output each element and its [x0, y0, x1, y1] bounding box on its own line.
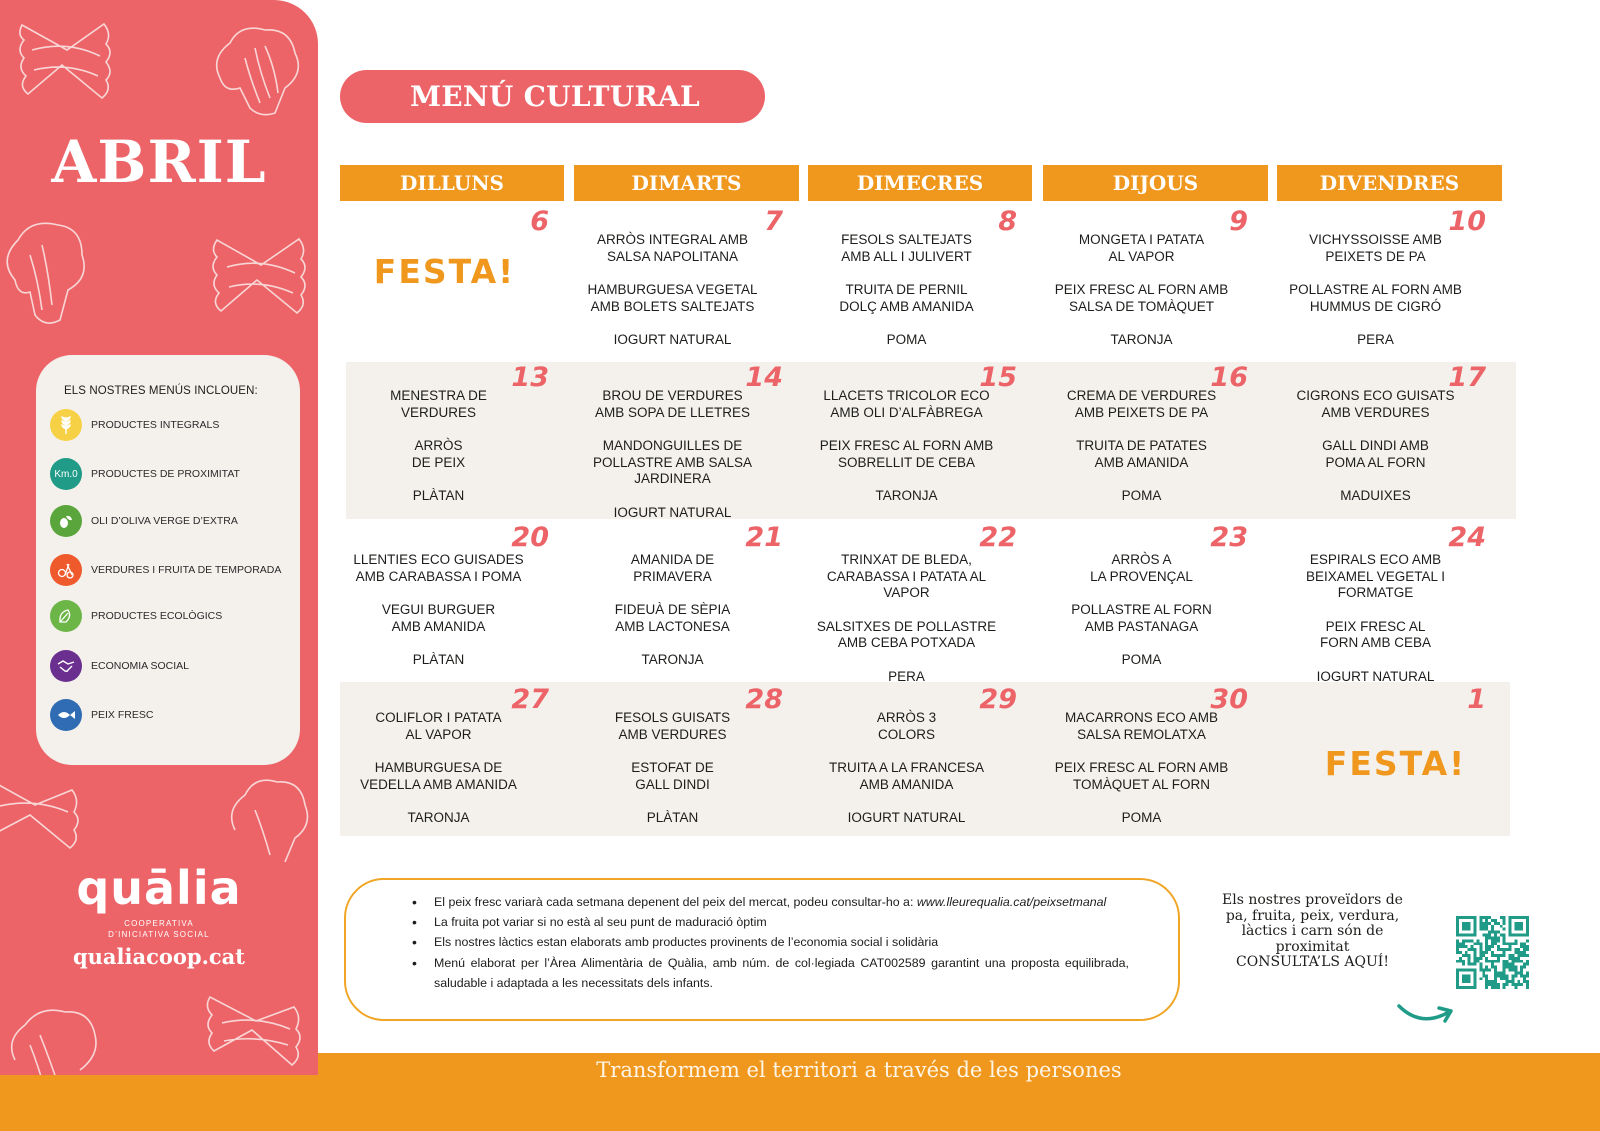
day-number: 24	[1448, 522, 1486, 553]
day-number: 22	[979, 522, 1017, 553]
first-course-item: COLIFLOR I PATATA AL VAPOR	[375, 710, 502, 742]
day-number: 29	[979, 684, 1017, 715]
dessert-item: IOGURT NATURAL	[613, 504, 732, 520]
day-cell	[808, 200, 1033, 360]
day-cell	[574, 520, 799, 680]
second-course-item: PEIX FRESC AL FORN AMB SALSA DE TOMÀQUET	[1054, 282, 1229, 314]
day-cell	[1043, 682, 1268, 842]
second-course-item: SALSITXES DE POLLASTRE AMB CEBA POTXADA	[816, 618, 997, 650]
leaf-icon	[50, 600, 82, 632]
holiday-label: FESTA!	[1324, 744, 1467, 783]
legend-label: ECONOMIA SOCIAL	[91, 660, 190, 672]
legend-label: PRODUCTES ECOLÒGICS	[91, 610, 223, 622]
legend-item-integrals	[50, 408, 219, 442]
day-number: 14	[745, 362, 783, 393]
website-link[interactable]: qualiacoop.cat	[72, 944, 245, 969]
second-course-item: TRUITA DE PATATES AMB AMANIDA	[1076, 438, 1207, 470]
second-course-item: GALL DINDI AMB POMA AL FORN	[1322, 438, 1429, 470]
second-course-item: HAMBURGUESA DE VEDELLA AMB AMANIDA	[360, 760, 517, 792]
second-course-item: TRUITA DE PERNIL DOLÇ AMB AMANIDA	[839, 282, 974, 314]
providers-text	[1205, 893, 1420, 971]
providers-line: làctics i carn són de	[1241, 923, 1384, 939]
dessert-item: PLÀTAN	[412, 488, 465, 503]
legend-label: VERDURES I FRUITA DE TEMPORADA	[91, 564, 282, 576]
notes-list	[434, 892, 1129, 993]
first-course-item: ARRÒS A LA PROVENÇAL	[1090, 552, 1193, 584]
day-number: 10	[1448, 206, 1486, 237]
first-course-item: CIGRONS ECO GUISATS AMB VERDURES	[1296, 388, 1455, 420]
qr-code[interactable]	[1456, 916, 1529, 989]
day-cell	[1043, 362, 1268, 522]
dessert-item: IOGURT NATURAL	[1316, 668, 1435, 684]
day-header-thursday: DIJOUS	[1043, 165, 1268, 201]
first-course-item: AMANIDA DE PRIMAVERA	[630, 552, 715, 584]
pasta-farfalle-doodle	[200, 985, 310, 1075]
dessert-item: PLÀTAN	[646, 810, 699, 825]
first-course-item: TRINXAT DE BLEDA, CARABASSA I PATATA AL VAPOR	[826, 552, 987, 600]
day-header-friday: DIVENDRES	[1277, 165, 1502, 201]
pasta-farfalle-doodle	[12, 10, 122, 110]
second-course-item: TRUITA A LA FRANCESA AMB AMANIDA	[828, 760, 985, 792]
day-cell	[340, 362, 565, 522]
day-cell	[1277, 520, 1502, 684]
pasta-farfalle-doodle	[205, 225, 315, 325]
dessert-item: PERA	[888, 668, 925, 684]
legend-label: PRODUCTES DE PROXIMITAT	[91, 468, 240, 480]
second-course-item: POLLASTRE AL FORN AMB PASTANAGA	[1071, 602, 1212, 634]
day-cell	[1043, 200, 1268, 360]
footer-bar	[0, 1075, 1600, 1131]
first-course-item: BROU DE VERDURES AMB SOPA DE LLETRES	[594, 388, 751, 420]
day-header-wednesday: DIMECRES	[808, 165, 1032, 201]
day-cell	[808, 682, 1033, 842]
day-cell	[340, 200, 565, 360]
first-course-item: CREMA DE VERDURES AMB PEIXETS DE PA	[1066, 388, 1217, 420]
first-course-item: ESPIRALS ECO AMB BEIXAMEL VEGETAL I FORMATGE	[1305, 552, 1446, 600]
arrow-icon	[1395, 1000, 1457, 1026]
legend-panel	[36, 355, 300, 765]
note-item: • La fruita pot variar si no està al seu punt de maduració òptim	[434, 912, 1129, 932]
broccoli-doodle	[200, 18, 310, 118]
km0-icon: Km.0	[50, 458, 82, 490]
first-course-item: MENESTRA DE VERDURES	[390, 388, 487, 420]
day-number: 8	[998, 206, 1017, 237]
legend-item-proximitat	[50, 457, 240, 491]
dessert-item: TARONJA	[641, 652, 704, 667]
dessert-item: IOGURT NATURAL	[847, 810, 966, 825]
dessert-item: POMA	[1121, 810, 1162, 825]
legend-item-verdures	[50, 553, 281, 587]
day-number: 20	[511, 522, 549, 553]
day-number: 13	[511, 362, 549, 393]
wheat-icon	[50, 409, 82, 441]
second-course-item: MANDONGUILLES DE POLLASTRE AMB SALSA JARDINERA	[592, 438, 753, 486]
dessert-item: PERA	[1357, 332, 1394, 347]
first-course-item: LLACETS TRICOLOR ECO AMB OLI D’ALFÀBREGA	[823, 388, 990, 420]
day-number: 9	[1229, 206, 1248, 237]
logo-wordmark: quālia	[76, 861, 242, 915]
sidebar	[0, 0, 318, 1131]
second-course-item: PEIX FRESC AL FORN AMB CEBA	[1319, 618, 1432, 650]
day-cell	[808, 520, 1033, 684]
legend-item-oli	[50, 504, 238, 538]
note-text: El peix fresc variarà cada setmana depenent del peix del mercat, podeu consultar-ho a:	[434, 895, 914, 909]
day-number: 15	[979, 362, 1017, 393]
day-number: 6	[530, 206, 549, 237]
day-header-tuesday: DIMARTS	[574, 165, 799, 201]
note-item: • Els nostres làctics estan elaborats amb productes provinents de l’economia social i solidària	[434, 932, 1129, 952]
first-course-item: ARRÒS 3 COLORS	[876, 710, 937, 742]
day-cell	[574, 682, 799, 842]
day-cell	[574, 200, 799, 360]
dessert-item: TARONJA	[1110, 332, 1173, 347]
first-course-item: FESOLS GUISATS AMB VERDURES	[614, 710, 731, 742]
olive-icon	[50, 505, 82, 537]
providers-cta: CONSULTA’LS AQUÍ!	[1236, 954, 1389, 970]
month-title: ABRIL	[51, 128, 267, 196]
dessert-item: IOGURT NATURAL	[613, 332, 732, 347]
vegetables-icon	[50, 554, 82, 586]
fish-link[interactable]: www.lleurequalia.cat/peixsetmanal	[916, 895, 1107, 909]
day-number: 28	[745, 684, 783, 715]
day-cell	[340, 682, 565, 842]
first-course-item: LLENTIES ECO GUISADES AMB CARABASSA I POMA	[353, 552, 524, 584]
second-course-item: ESTOFAT DE GALL DINDI	[631, 760, 714, 792]
first-course-item: MONGETA I PATATA AL VAPOR	[1078, 232, 1205, 264]
providers-line: Els nostres proveïdors de	[1222, 892, 1403, 908]
notes-box	[344, 878, 1180, 1021]
holiday-label: FESTA!	[373, 252, 516, 291]
second-course-item: POLLASTRE AL FORN AMB HUMMUS DE CIGRÓ	[1289, 282, 1462, 314]
dessert-item: POMA	[1121, 488, 1162, 503]
legend-title: ELS NOSTRES MENÚS INCLOUEN:	[64, 385, 258, 397]
second-course-item: FIDEUÀ DE SÈPIA AMB LACTONESA	[614, 602, 731, 634]
first-course-item: FESOLS SALTEJATS AMB ALL I JULIVERT	[841, 232, 972, 264]
broccoli-doodle	[215, 770, 315, 870]
legend-label: PRODUCTES INTEGRALS	[91, 419, 220, 431]
day-header-monday: DILLUNS	[340, 165, 564, 201]
providers-line: proximitat	[1275, 938, 1350, 955]
day-number: 1	[1467, 684, 1486, 715]
day-number: 27	[511, 684, 549, 715]
first-course-item: ARRÒS INTEGRAL AMB SALSA NAPOLITANA	[596, 232, 749, 264]
second-course-item: VEGUI BURGUER AMB AMANIDA	[381, 602, 496, 634]
day-number: 23	[1210, 522, 1248, 553]
dessert-item: TARONJA	[407, 810, 470, 825]
note-item: • Menú elaborat per l’Àrea Alimentària de Quàlia, amb núm. de col·legiada CAT002589 garantint una proposta equilibrada, saludable i adaptada a les necessitats dels infants.	[434, 953, 1129, 993]
day-cell	[808, 362, 1033, 522]
day-number: 16	[1210, 362, 1248, 393]
providers-line: pa, fruita, peix, verdura,	[1225, 907, 1400, 924]
second-course-item: PEIX FRESC AL FORN AMB SOBRELLIT DE CEBA	[819, 438, 994, 470]
footer-tagline: Transformem el territori a través de les persones	[596, 1058, 1122, 1082]
logo-subtitle-1: COOPERATIVA	[124, 919, 194, 928]
second-course-item: HAMBURGUESA VEGETAL AMB BOLETS SALTEJATS	[587, 282, 758, 314]
day-cell	[340, 520, 565, 680]
second-course-item: PEIX FRESC AL FORN AMB TOMÀQUET AL FORN	[1054, 760, 1229, 792]
fish-icon	[50, 699, 82, 731]
day-cell	[1277, 682, 1502, 842]
dessert-item: PLÀTAN	[412, 652, 465, 667]
first-course-item: MACARRONS ECO AMB SALSA REMOLATXA	[1064, 710, 1219, 742]
pasta-farfalle-doodle	[0, 770, 90, 860]
page-title: MENÚ CULTURAL	[340, 70, 765, 123]
dessert-item: POMA	[1121, 652, 1162, 667]
dessert-item: TARONJA	[875, 488, 938, 503]
legend-item-economia	[50, 649, 189, 683]
day-cell	[574, 362, 799, 522]
day-number: 21	[745, 522, 783, 553]
note-item	[434, 892, 1129, 912]
handshake-icon	[50, 650, 82, 682]
legend-item-ecologics	[50, 599, 222, 633]
qualia-logo	[0, 860, 318, 940]
day-cell	[1277, 362, 1502, 522]
day-number: 17	[1448, 362, 1486, 393]
logo-subtitle-2: D’INICIATIVA SOCIAL	[108, 930, 210, 939]
day-number: 7	[764, 206, 783, 237]
broccoli-doodle	[0, 210, 100, 330]
day-cell	[1277, 200, 1502, 360]
day-cell	[1043, 520, 1268, 680]
second-course-item: ARRÒS DE PEIX	[411, 438, 466, 470]
legend-label: PEIX FRESC	[91, 709, 154, 721]
first-course-item: VICHYSSOISSE AMB PEIXETS DE PA	[1309, 232, 1442, 264]
legend-label: OLI D’OLIVA VERGE D’EXTRA	[91, 515, 238, 527]
dessert-item: MADUIXES	[1340, 488, 1411, 503]
day-number: 30	[1210, 684, 1248, 715]
dessert-item: POMA	[886, 332, 927, 347]
legend-item-peix	[50, 698, 153, 732]
